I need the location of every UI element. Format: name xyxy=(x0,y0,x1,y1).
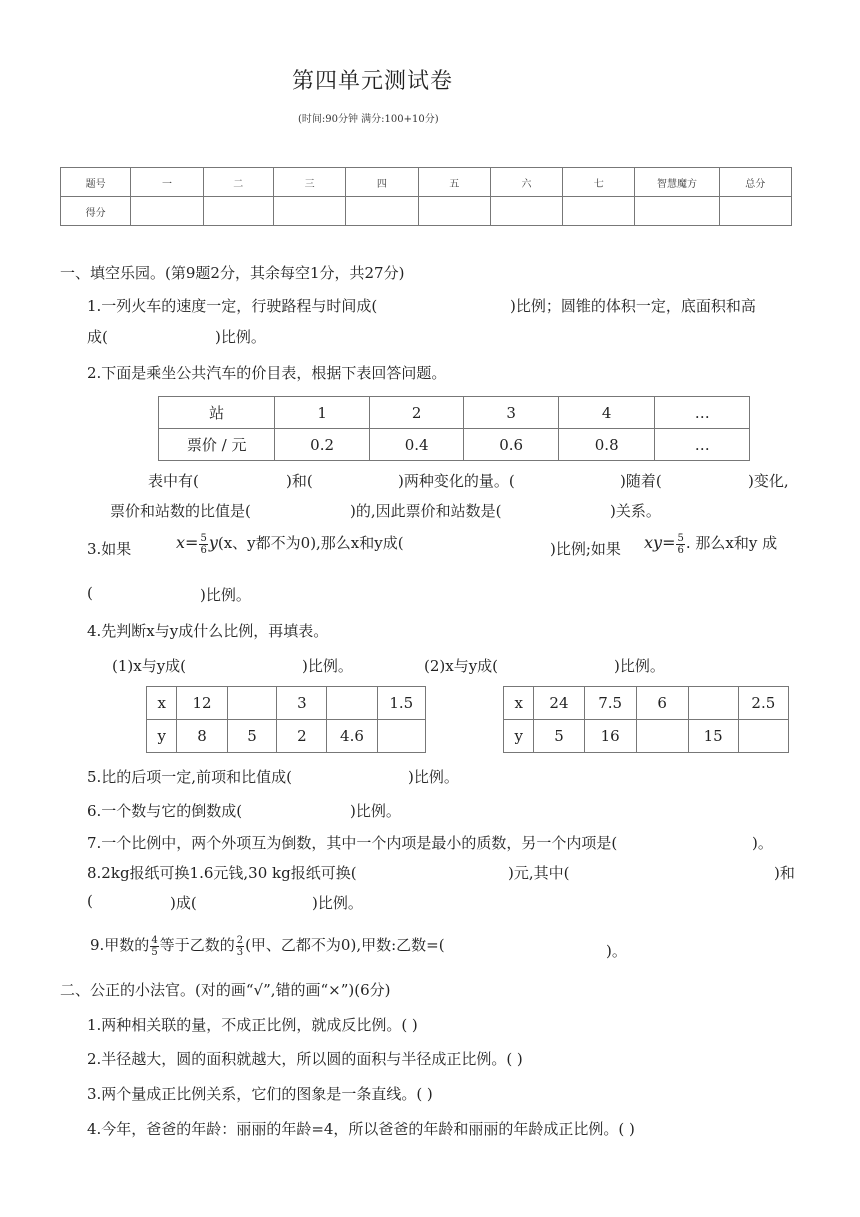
q1-text-b: )比例；圆锥的体积一定，底面积和高 xyxy=(510,297,756,315)
table-cell: 五 xyxy=(418,168,490,197)
table-cell: 七 xyxy=(563,168,635,197)
q3-text-d: . 那么x和y 成 xyxy=(685,534,778,552)
table-cell: 0.8 xyxy=(558,429,655,461)
q2-line2-a: 票价和站数的比值是( xyxy=(110,502,251,520)
section2-heading: 二、公正的小法官。(对的画“√”,错的画“×”)(6分) xyxy=(60,981,391,999)
q8-text-d: ( xyxy=(87,892,93,910)
judge-item: 1.两种相关联的量，不成正比例，就成反比例。( ) xyxy=(87,1016,418,1034)
q2-line2-c: )关系。 xyxy=(610,502,661,520)
table-cell: 5 xyxy=(534,720,584,753)
q2-line2-b: )的,因此票价和站数是( xyxy=(350,502,502,520)
table-cell[interactable] xyxy=(327,687,377,720)
table-cell: 1.5 xyxy=(377,687,425,720)
table-cell: 0.2 xyxy=(275,429,370,461)
fraction-numerator: 2 xyxy=(236,934,244,946)
q9-fraction-2 xyxy=(236,935,244,958)
fraction-denominator: 6 xyxy=(677,544,684,556)
fraction-denominator: 6 xyxy=(200,544,207,556)
table-cell: 票价 / 元 xyxy=(159,429,275,461)
table-cell: 二 xyxy=(203,168,273,197)
table-cell: 6 xyxy=(636,687,688,720)
judge-item: 3.两个量成正比例关系，它们的图象是一条直线。( ) xyxy=(87,1085,433,1103)
score-input-cell[interactable] xyxy=(490,197,562,226)
table-cell: 四 xyxy=(346,168,418,197)
table-cell: 三 xyxy=(273,168,345,197)
q4-text: 4.先判断x与y成什么比例，再填表。 xyxy=(87,622,329,640)
score-input-cell[interactable] xyxy=(418,197,490,226)
table-cell: x xyxy=(504,687,534,720)
table-row xyxy=(504,687,789,720)
q3-equals-2: = xyxy=(662,533,676,552)
q2-line1-d: )随着( xyxy=(620,472,662,490)
score-input-cell[interactable] xyxy=(719,197,791,226)
q4-1-b: )比例。 xyxy=(302,657,353,675)
score-table xyxy=(60,167,792,226)
table-cell: 15 xyxy=(688,720,738,753)
q8-text-c: )和 xyxy=(774,864,795,882)
table-cell: x xyxy=(147,687,177,720)
q4-2-b: )比例。 xyxy=(614,657,665,675)
table-row xyxy=(504,720,789,753)
table-cell: 总分 xyxy=(719,168,791,197)
q1-text-a: 1.一列火车的速度一定，行驶路程与时间成( xyxy=(87,297,378,315)
xy-table-2 xyxy=(503,686,789,753)
table-cell: 3 xyxy=(464,397,559,429)
q8-text-a: 8.2kg报纸可换1.6元钱,30 kg报纸可换( xyxy=(87,864,357,882)
table-row xyxy=(147,720,426,753)
q7-text-b: )。 xyxy=(752,834,773,852)
table-cell: 12 xyxy=(177,687,227,720)
table-cell: 8 xyxy=(177,720,227,753)
judge-item: 4.今年，爸爸的年龄：丽丽的年龄=4，所以爸爸的年龄和丽丽的年龄成正比例。( ) xyxy=(87,1120,635,1138)
q3-var-xy: xy xyxy=(644,533,663,552)
table-cell: 站 xyxy=(159,397,275,429)
fraction-denominator: 3 xyxy=(236,946,244,958)
q3-text-f: )比例。 xyxy=(200,586,251,604)
table-cell: … xyxy=(655,397,750,429)
score-input-cell[interactable] xyxy=(563,197,635,226)
table-cell: 0.4 xyxy=(369,429,464,461)
table-cell: … xyxy=(655,429,750,461)
score-input-cell[interactable] xyxy=(131,197,203,226)
q1-text-d: )比例。 xyxy=(215,328,266,346)
q3-text-a: 3.如果 xyxy=(87,540,132,558)
q2-line1-e: )变化, xyxy=(748,472,789,490)
table-cell: 7.5 xyxy=(584,687,636,720)
table-cell[interactable] xyxy=(636,720,688,753)
table-cell[interactable] xyxy=(377,720,425,753)
table-row xyxy=(61,197,792,226)
table-cell: 2 xyxy=(369,397,464,429)
table-cell[interactable] xyxy=(738,720,788,753)
table-row xyxy=(61,168,792,197)
xy-table-1 xyxy=(146,686,426,753)
table-cell: 一 xyxy=(131,168,203,197)
q5-text-b: )比例。 xyxy=(408,768,459,786)
table-cell: 六 xyxy=(490,168,562,197)
table-cell: 5 xyxy=(227,720,277,753)
q3-var-y: y xyxy=(208,533,218,552)
score-input-cell[interactable] xyxy=(346,197,418,226)
table-cell: 2.5 xyxy=(738,687,788,720)
fraction-denominator: 5 xyxy=(151,946,158,958)
fraction-numerator: 5 xyxy=(200,532,207,544)
table-cell: 16 xyxy=(584,720,636,753)
q3-fraction-2 xyxy=(676,533,684,556)
table-cell: 得分 xyxy=(61,197,131,226)
q8-text-b: )元,其中( xyxy=(508,864,570,882)
table-cell: y xyxy=(147,720,177,753)
table-cell: 智慧魔方 xyxy=(635,168,719,197)
q3-text-b: (x、y都不为0),那么x和y成( xyxy=(217,534,404,552)
q1-text-c: 成( xyxy=(87,328,108,346)
q4-2-a: (2)x与y成( xyxy=(424,657,499,675)
q3-fraction xyxy=(199,533,207,556)
q2-line1-a: 表中有( xyxy=(148,472,199,490)
table-row xyxy=(159,429,750,461)
q3-text-c: )比例;如果 xyxy=(550,540,621,558)
table-cell: 2 xyxy=(277,720,327,753)
table-row xyxy=(147,687,426,720)
fraction-numerator: 4 xyxy=(151,934,158,946)
page-title: 第四单元测试卷 xyxy=(292,69,454,94)
q3-text-e: ( xyxy=(87,584,93,602)
q3-equation xyxy=(176,532,404,556)
q8-text-e: )成( xyxy=(170,894,197,912)
q9-text-c: (甲、乙都不为0),甲数:乙数=( xyxy=(245,936,445,954)
q3-equals: = xyxy=(185,533,199,552)
table-cell: 1 xyxy=(275,397,370,429)
price-table xyxy=(158,396,750,461)
q9-text-a: 9.甲数的 xyxy=(90,936,150,954)
q3-var-x: x xyxy=(176,533,186,552)
table-cell: 4 xyxy=(558,397,655,429)
table-cell: 0.6 xyxy=(464,429,559,461)
score-input-cell[interactable] xyxy=(635,197,719,226)
q9-text-d: )。 xyxy=(606,942,627,960)
q5-text-a: 5.比的后项一定,前项和比值成( xyxy=(87,768,292,786)
table-cell: 24 xyxy=(534,687,584,720)
table-cell: 4.6 xyxy=(327,720,377,753)
page-subtitle: (时间:90分钟 满分:100+10分) xyxy=(298,114,439,125)
table-cell: y xyxy=(504,720,534,753)
q2-line1-b: )和( xyxy=(286,472,313,490)
table-row xyxy=(159,397,750,429)
table-cell: 3 xyxy=(277,687,327,720)
table-cell[interactable] xyxy=(688,687,738,720)
q9-text-b: 等于乙数的 xyxy=(159,936,235,954)
score-input-cell[interactable] xyxy=(273,197,345,226)
table-cell[interactable] xyxy=(227,687,277,720)
q9-line xyxy=(90,934,445,958)
q4-1-a: (1)x与y成( xyxy=(112,657,187,675)
q6-text-a: 6.一个数与它的倒数成( xyxy=(87,802,243,820)
q6-text-b: )比例。 xyxy=(350,802,401,820)
score-input-cell[interactable] xyxy=(203,197,273,226)
q3-equation-2 xyxy=(644,532,777,556)
q2-line1-c: )两种变化的量。( xyxy=(398,472,515,490)
judge-item: 2.半径越大，圆的面积就越大，所以圆的面积与半径成正比例。( ) xyxy=(87,1050,523,1068)
table-cell: 题号 xyxy=(61,168,131,197)
q8-text-f: )比例。 xyxy=(312,894,363,912)
fraction-numerator: 5 xyxy=(677,532,684,544)
q7-text-a: 7.一个比例中，两个外项互为倒数，其中一个内项是最小的质数，另一个内项是( xyxy=(87,834,618,852)
section1-heading: 一、填空乐园。(第9题2分，其余每空1分，共27分) xyxy=(60,264,405,282)
q2-text: 2.下面是乘坐公共汽车的价目表，根据下表回答问题。 xyxy=(87,364,447,382)
q9-fraction-1 xyxy=(150,935,158,958)
